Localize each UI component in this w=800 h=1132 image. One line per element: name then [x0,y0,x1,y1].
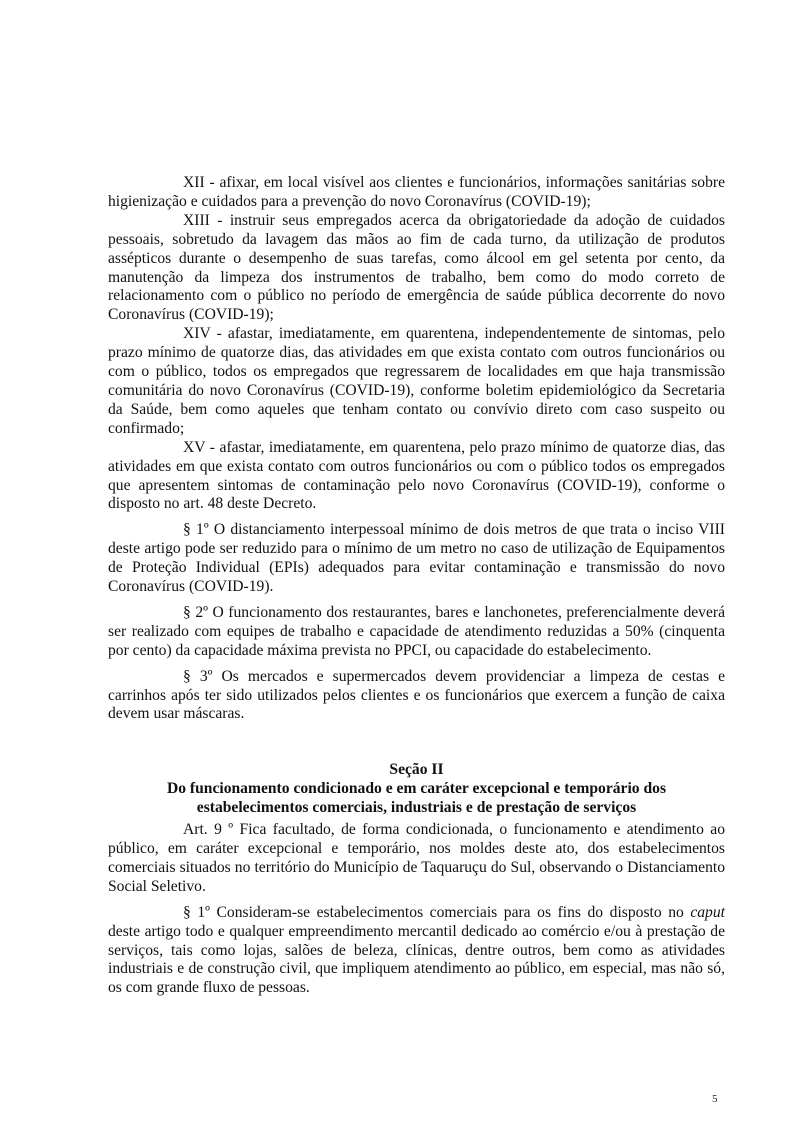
article-9-par1-text-a: § 1º Consideram-se estabelecimentos comerciais para os fins do disposto no [183,903,691,921]
paragraph-2: § 2º O funcionamento dos restaurantes, bares e lanchonetes, preferencialmente deverá ser realizado com equipes de trabalho e capacidade de atendimento reduzidas a 50% (cinquenta por cento) da capacidade máxima prevista no PPCI, ou capacidade do estabelecimento. [108,603,725,659]
section-subtitle-line2: estabelecimentos comerciais, industriais e de prestação de serviços [196,799,637,817]
page-number: 5 [712,1093,718,1105]
inciso-xv: XV - afastar, imediatamente, em quarentena, pelo prazo mínimo de quatorze dias, das atividades em que exista contato com outros funcionários ou com o público todos os empregados que apresentem sintomas de contaminação pelo novo Coronavírus (COVID-19), conforme o disposto no art. 48 deste Decreto. [108,438,725,513]
article-9-paragraph-1 [108,904,725,999]
section-subtitle-line1: Do funcionamento condicionado e em caráter excepcional e temporário dos [166,780,667,798]
inciso-xiv: XIV - afastar, imediatamente, em quarentena, independentemente de sintomas, pelo prazo mínimo de quatorze dias, das atividades em que exista contato com outros funcionários ou com o público, todos os empregados que regressarem de localidades em que haja transmissão comunitária do novo Coronavírus (COVID-19), conforme boletim epidemiológico da Secretaria da Saúde, bem como aqueles que tenham contato ou convívio direto com caso suspeito ou confirmado; [108,325,725,437]
paragraph-1: § 1º O distanciamento interpessoal mínimo de dois metros de que trata o inciso VIII deste artigo pode ser reduzido para o mínimo de um metro no caso de utilização de Equipamentos de Proteção Individual (EPIs) adequados para evitar contaminação e transmissão do novo Coronavírus (COVID-19). [108,521,725,596]
paragraph-3: § 3º Os mercados e supermercados devem providenciar a limpeza de cestas e carrinhos após ter sido utilizados pelos clientes e os funcionários que exercem a função de caixa devem usar máscaras. [108,667,725,723]
section-title: Seção II [389,761,444,779]
document-page [108,174,725,998]
section-heading [108,761,725,818]
article-9-par1-text-b: deste artigo todo e qualquer empreendimento mercantil dedicado ao comércio e/ou à prestação de serviços, tais como lojas, salões de beleza, clínicas, dentre outros, bem como as atividades industriais e de construção civil, que impliquem atendimento ao público, em especial, mas não só, os com grande fluxo de pessoas. [108,922,725,997]
article-9: Art. 9 º Fica facultado, de forma condicionada, o funcionamento e atendimento ao público, em caráter excepcional e temporário, nos moldes deste ato, dos estabelecimentos comerciais situados no território do Município de Taquaruçu do Sul, observando o Distanciamento Social Seletivo. [108,821,725,895]
inciso-xii: XII - afixar, em local visível aos clientes e funcionários, informações sanitárias sobre higienização e cuidados para a prevenção do novo Coronavírus (COVID-19); [108,174,725,210]
caput-italic: caput [690,903,725,921]
inciso-xiii: XIII - instruir seus empregados acerca da obrigatoriedade da adoção de cuidados pessoais, sobretudo da lavagem das mãos ao fim de cada turno, da utilização de produtos assépticos durante o desempenho de suas tarefas, como álcool em gel setenta por cento, da manutenção da limpeza dos instrumentos de trabalho, bem como do modo correto de relacionamento com o público no período de emergência de saúde pública decorrente do novo Coronavírus (COVID-19); [108,211,725,324]
